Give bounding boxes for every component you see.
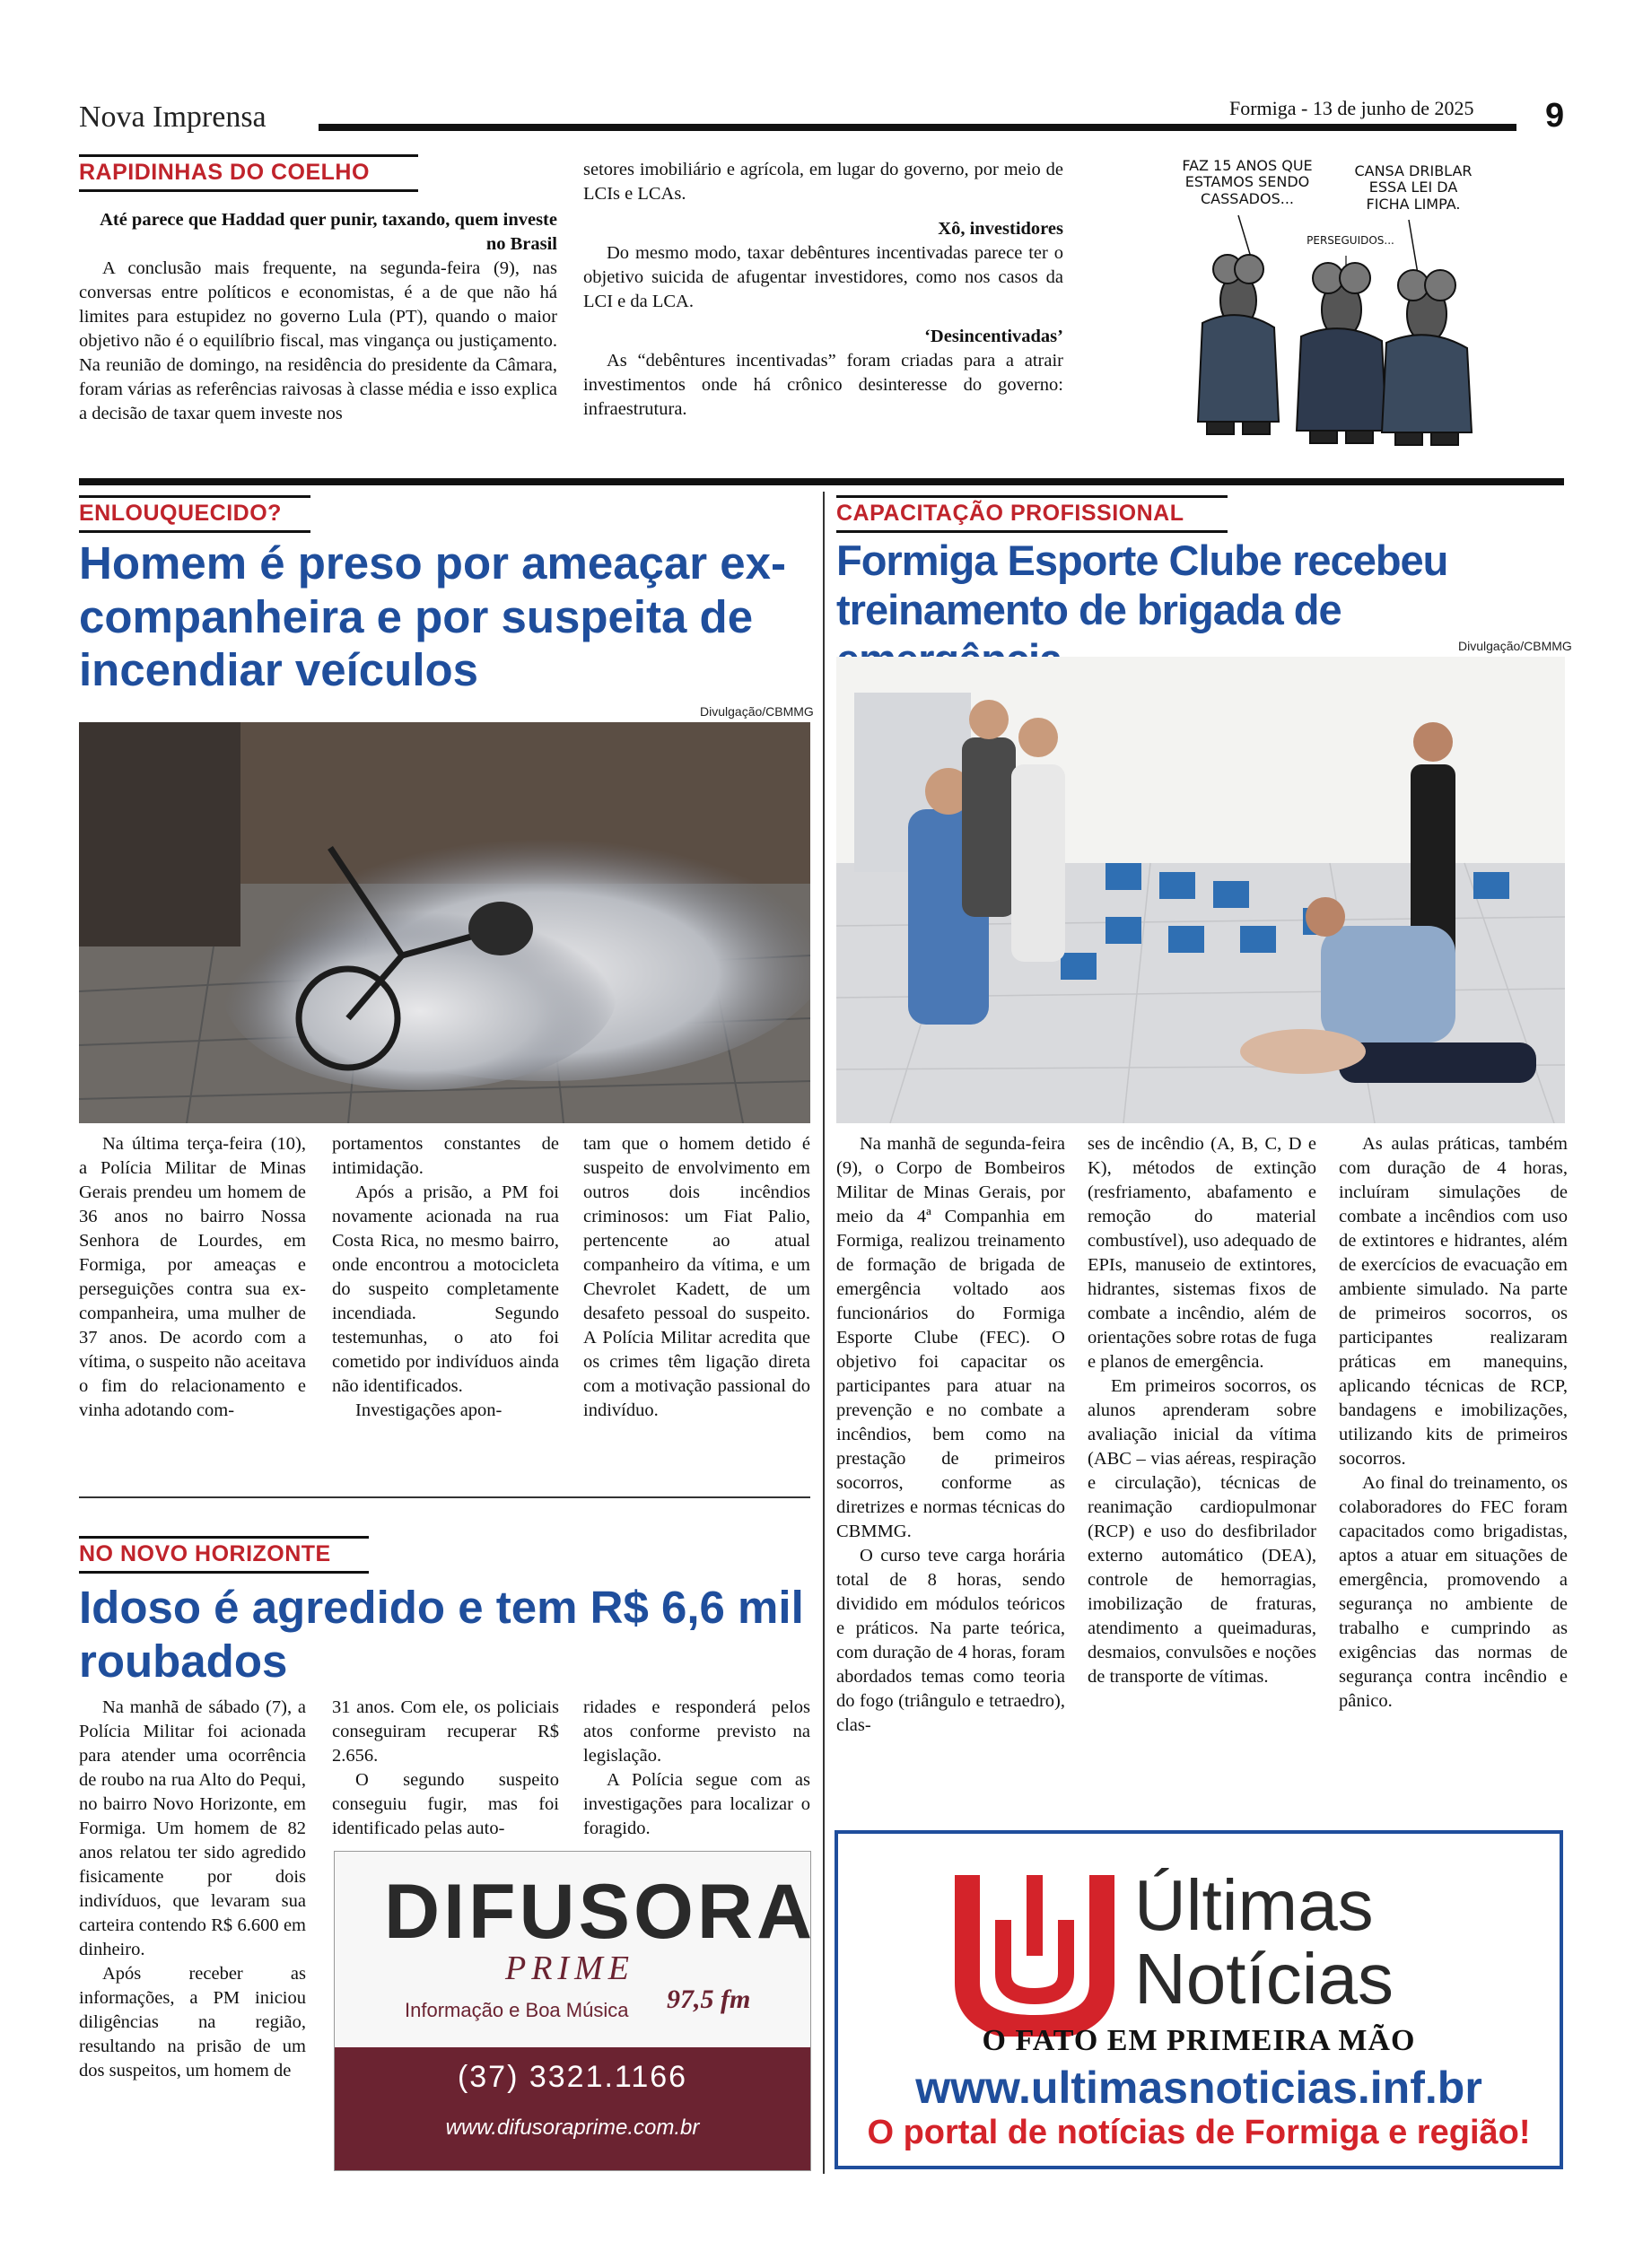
rapidinhas-lead-title: Até parece que Haddad quer punir, taxando, quem investe no Brasil: [100, 210, 557, 254]
article1-kicker: ENLOUQUECIDO?: [79, 495, 310, 533]
section-divider: [79, 478, 1564, 485]
article2-headline: Idoso é agredido e tem R$ 6,6 mil roubados: [79, 1582, 804, 1687]
rapidinhas-p1: A conclusão mais frequente, na segunda-feira (9), nas conversas entre políticos e economistas, é a de que não há limites para estupidez no governo Lula (PT), quando o maior objetivo não é o equilíbrio fiscal, mas vingança ou justiçamento. Na reunião de domingo, na residência do presidente da Câmara, foram várias as referências raivosas à classe média e isso explica a decisão de taxar quem investe nos: [79, 258, 557, 423]
rapidinhas-p3: As “debêntures incentivadas” foram criadas para a atrair investimentos onde há crônico desinteresse do governo: infraestrutura.: [583, 351, 1063, 419]
article3-photo-credit: Divulgação/CBMMG: [1458, 639, 1572, 653]
cartoon: [1167, 153, 1508, 462]
article3-col1b: O curso teve carga horária total de 8 horas, sendo dividido em módulos teóricos e práticos. Na parte teórica, com duração de 4 horas, foram abordados temas como teoria do fogo (triângulo e tetraedro), clas-: [836, 1546, 1065, 1735]
article3-col2a: ses de incêndio (A, B, C, D e K), métodos de extinção (resfriamento, abafamento e remoção do material combustível), uso adequado de EPIs, manuseio de extintores, hidrantes, sistemas fixos de combate a incêndio, além de orientações sobre rotas de fuga e planos de emergência.: [1088, 1134, 1316, 1372]
article3-headline: Formiga Esporte Clube recebeu treinamento de brigada de: [836, 536, 1448, 633]
cartoon-bubble-3: PERSEGUIDOS...: [1307, 234, 1394, 247]
ad-difusora-site: www.difusoraprime.com.br: [445, 2115, 700, 2140]
article2-col2a: 31 anos. Com ele, os policiais conseguiram recuperar R$ 2.656.: [332, 1697, 559, 1766]
ad-difusora-prime[interactable]: [334, 1851, 817, 2171]
ad-ultimas-line2: Notícias: [1134, 1939, 1394, 2019]
article2-col2b: O segundo suspeito conseguiu fugir, mas foi identificado pelas auto-: [332, 1770, 559, 1838]
rapidinhas-col2: [583, 158, 1063, 422]
ad-difusora-freq: 97,5 fm: [667, 1984, 751, 2014]
ad-difusora-brand: DIFUSORA: [384, 1869, 817, 1955]
article1-headline: Homem é preso por ameaçar ex-companheira e por suspeita de incendiar veículos: [79, 537, 787, 696]
article2-col1b: Após receber as informações, a PM iniciou diligências na região, resultando na prisão de um dos suspeitos, um homem de: [79, 1964, 306, 2080]
article1-col2c: Investigações apon-: [355, 1400, 503, 1420]
article3-col3a: As aulas práticas, também com duração de 4 horas, incluíram simulações de combate a incêndios com uso de extintores e hidrantes, além de exercícios de evacuação em ambiente simulado. Na parte de primeiros socorros, os participantes realizaram práticas em manequins, aplicando técnicas de RCP, bandagens e imobilizações, utilizando kits de primeiros socorros.: [1339, 1134, 1568, 1469]
rapidinhas-kicker: RAPIDINHAS DO COELHO: [79, 154, 418, 192]
rapidinhas-col1: [79, 208, 557, 426]
cartoon-bubble-2: CANSA DRIBLAR ESSA LEI DA FICHA LIMPA.: [1354, 162, 1473, 213]
article3-kicker: CAPACITAÇÃO PROFISSIONAL: [836, 495, 1228, 533]
article1-col1-text: Na última terça-feira (10), a Polícia Militar de Minas Gerais prendeu um homem de 36 anos no bairro Nossa Senhora de Lourdes, em Formiga, por ameaças e perseguições contra sua ex-companheira, uma mulher de 37 anos. De acordo com a vítima, o suspeito não aceitava o fim do relacionamento e vinha adotando com-: [79, 1134, 306, 1420]
article1-col2: [332, 1132, 559, 1423]
ad-ultimas-url[interactable]: www.ultimasnoticias.inf.br: [915, 2063, 1482, 2113]
cartoon-rats-illustration: [1167, 153, 1508, 462]
ad-difusora-phone: (37) 3321.1166: [457, 2060, 688, 2094]
rapidinhas-sub2: Xô, investidores: [938, 219, 1063, 239]
page-number: 9: [1545, 97, 1565, 135]
article1-photo-burning-motorcycle: [79, 722, 810, 1123]
ad-ultimas-tagline: O portal de notícias de Formiga e região!: [867, 2114, 1531, 2151]
article1-col3: [583, 1132, 810, 1423]
article1-col2a: portamentos constantes de intimidação.: [332, 1134, 559, 1178]
masthead-date: Formiga - 13 de junho de 2025: [1220, 97, 1483, 120]
article3-col2: [1088, 1132, 1316, 1689]
masthead-rule: [319, 124, 1516, 131]
masthead-name: Nova Imprensa: [79, 100, 267, 134]
article1-col2b: Após a prisão, a PM foi novamente acionada na rua Costa Rica, no mesmo bairro, onde encontrou a motocicleta do suspeito completamente incendiada. Segundo testemunhas, o ato foi cometido por indivíduos ainda não identificados.: [332, 1182, 559, 1396]
article2-kicker: NO NOVO HORIZONTE: [79, 1536, 369, 1574]
article3-col3b: Ao final do treinamento, os colaboradores do FEC foram capacitados como brigadistas, aptos a atuar em situações de emergência, promovendo a segurança no ambiente de trabalho e cumprindo as exigências das normas de segurança contra incêndio e pânico.: [1339, 1473, 1568, 1711]
ultimas-noticias-logo-icon: [949, 1866, 1120, 2037]
article2-col3: [583, 1696, 810, 1841]
rapidinhas-sub3: ‘Desincentivadas’: [924, 327, 1063, 346]
article2-col3a: ridades e responderá pelos atos conforme previsto na legislação.: [583, 1697, 810, 1766]
article3-col1: [836, 1132, 1065, 1738]
article1-photo-credit: Divulgação/CBMMG: [700, 704, 814, 719]
article3-photo-training: [836, 657, 1565, 1123]
article-divider: [79, 1496, 810, 1498]
article3-col1a: Na manhã de segunda-feira (9), o Corpo de Bombeiros Militar de Minas Gerais, por meio da 4ª Companhia em Formiga, realizou treinamento de formação de brigada de emergência voltado aos funcionários do Formiga Esporte Clube (FEC). O objetivo foi capacitar os participantes para atuar na prevenção e no combate a incêndios, bem como na prestação de primeiros socorros, conforme as diretrizes e normas técnicas do CBMMG.: [836, 1134, 1065, 1541]
article2-col3b: A Polícia segue com as investigações para localizar o foragido.: [583, 1770, 810, 1838]
ad-difusora-tagline: Informação e Boa Música: [405, 1999, 629, 2021]
article2-col2: [332, 1696, 559, 1841]
ad-ultimas-slogan: O FATO EM PRIMEIRA MÃO: [982, 2024, 1416, 2057]
rapidinhas-p2: Do mesmo modo, taxar debêntures incentivadas parece ter o objetivo suicida de afugentar investidores, como nos casos da LCI e da LCA.: [583, 243, 1063, 311]
ad-ultimas-noticias[interactable]: [835, 1830, 1563, 2169]
article1-col3-text: tam que o homem detido é suspeito de envolvimento em outros dois incêndios criminosos: um Fiat Palio, pertencente ao atual companheiro da vítima, e um Chevrolet Kadett, de um desafeto pessoal do suspeito. A Polícia Militar acredita que os crimes têm ligação direta com a motivação passional do indivíduo.: [583, 1134, 810, 1420]
article3-col3: [1339, 1132, 1568, 1714]
article1-col1: [79, 1132, 306, 1423]
column-divider: [823, 492, 825, 2174]
article2-col1a: Na manhã de sábado (7), a Polícia Militar foi acionada para atender uma ocorrência de roubo na rua Alto do Pequi, no bairro Novo Horizonte, em Formiga. Um homem de 82 anos relatou ter sido agredido fisicamente por dois indivíduos, que levaram sua carteira contendo R$ 6.600 em dinheiro.: [79, 1697, 306, 1959]
rapidinhas-p1-cont: setores imobiliário e agrícola, em lugar do governo, por meio de LCIs e LCAs.: [583, 160, 1063, 204]
article3-col2b: Em primeiros socorros, os alunos aprenderam sobre avaliação inicial da vítima (ABC – vias aéreas, respiração e circulação), técnicas de reanimação cardiopulmonar (RCP) e uso do desfibrilador externo automático (DEA), controle de hemorragias, imobilização de fraturas, atendimento a queimaduras, desmaios, convulsões e noções de transporte de vítimas.: [1088, 1376, 1316, 1687]
cartoon-bubble-1: FAZ 15 ANOS QUE ESTAMOS SENDO CASSADOS...: [1182, 157, 1313, 207]
article2-col1: [79, 1696, 306, 2083]
ad-difusora-sub: PRIME: [505, 1950, 634, 1987]
ad-ultimas-line1: Últimas: [1134, 1865, 1374, 1945]
